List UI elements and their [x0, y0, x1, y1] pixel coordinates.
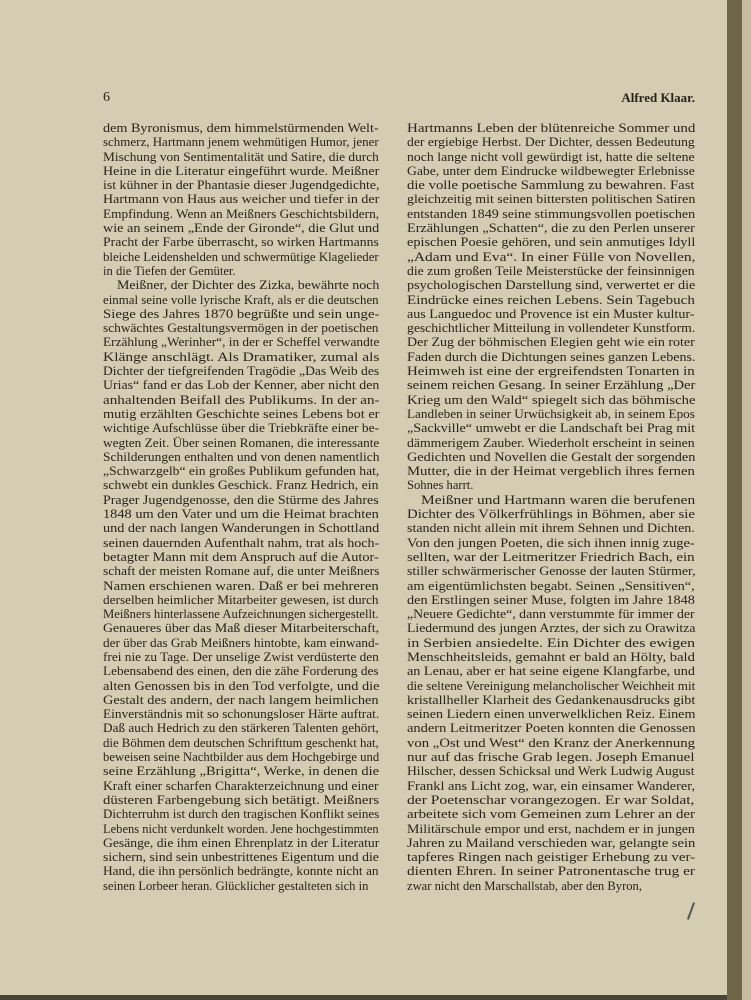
text-line-content: Der Zug der böhmischen Elegien geht wie ein roter	[407, 335, 695, 350]
text-line	[407, 378, 695, 392]
text-line-content: „Adam und Eva“. In einer Fülle von Novellen,	[407, 249, 696, 264]
text-line	[103, 507, 379, 521]
text-line	[407, 350, 695, 364]
text-line-content: Lebensabend des einen, den die zähe Forderung des	[103, 664, 379, 679]
text-line	[407, 278, 695, 292]
text-line	[407, 221, 695, 235]
text-line	[103, 192, 379, 206]
text-line-content: betagter Mann mit dem Anspruch auf die Autor-	[103, 549, 379, 564]
text-line-content: Eindrücke eines reichen Lebens. Sein Tagebuch	[407, 292, 695, 307]
text-line-content: psychologischen Darstellung sind, verwertet er die	[407, 278, 696, 293]
text-line	[407, 464, 695, 478]
text-line-content: Gabe, unter dem Eindrucke wildbewegter Erlebnisse	[407, 163, 695, 178]
text-line	[103, 679, 379, 693]
text-line-content: nur auf das frische Grab legen. Joseph Emanuel	[407, 750, 695, 765]
text-line	[103, 493, 379, 507]
text-line-content: Sohnes harrt.	[407, 478, 474, 493]
text-line-content: Liedermund des jungen Arztes, der sich zu Orawitza	[407, 621, 696, 636]
text-line-content: bleiche Leidenshelden und schwermütige Klagelieder	[103, 249, 379, 264]
text-line	[103, 836, 379, 850]
text-line	[103, 822, 379, 836]
text-line-content: Genaueres über das Maß dieser Mitarbeiterschaft,	[103, 621, 380, 636]
text-line	[103, 207, 379, 221]
text-line	[407, 364, 695, 378]
text-line-content: stiller schwärmerischer Genosse der lauten Stürmer,	[407, 564, 696, 579]
text-line-content: seine Erzählung „Brigitta“, Werke, in denen die	[103, 764, 380, 779]
text-line-content: 1848 um den Vater und um die Heimat brachten	[103, 507, 379, 522]
text-line	[103, 150, 379, 164]
text-line	[407, 650, 695, 664]
text-line-content: in Serbien ansiedelte. Ein Dichter des ewigen	[407, 635, 696, 650]
text-line-content: Erzählungen „Schatten“, die zu den Perlen unserer	[407, 221, 695, 236]
text-line	[407, 793, 695, 807]
text-line-content: dem Byronismus, dem himmelstürmenden Welt-	[103, 121, 379, 135]
text-line	[103, 736, 379, 750]
page-number: 6	[103, 90, 110, 105]
text-line-content: wegten Zeit. Über seinen Romanen, die interessante	[103, 435, 380, 450]
text-line	[103, 636, 379, 650]
text-line-content: epischen Poesie gehören, und sein anmutiges Idyll	[407, 235, 696, 250]
text-line-content: in die Tiefen der Gemüter.	[103, 263, 236, 278]
text-line	[103, 607, 379, 621]
text-line-content: Jahren zu Mailand verschieden war, gelangte sein	[407, 835, 696, 850]
text-line-content: Namen erschienen waren. Daß er bei mehreren	[103, 578, 379, 593]
text-line-content: einmal seine volle lyrische Kraft, als er die deutschen	[103, 292, 379, 307]
text-line	[407, 621, 695, 635]
text-line	[407, 550, 695, 564]
scan-background	[742, 0, 751, 1000]
text-line-content: schaft der meisten Romane auf, die unter Meißners	[103, 564, 380, 579]
text-line	[407, 293, 695, 307]
text-line-content: Daß auch Hedrich zu den stärkeren Talenten gehört,	[103, 721, 379, 736]
text-line-content: Heimweh ist eine der ergreifendsten Tonarten in	[407, 364, 695, 379]
text-line-content: Mischung von Sentimentalität und Satire, die durch	[103, 149, 379, 164]
text-line	[407, 607, 695, 621]
text-line-content: und der nach langen Wanderungen in Schottland	[103, 521, 380, 536]
text-line-content: der über das Grab Meißners hintobte, kam einwand-	[103, 635, 379, 650]
text-line-content: sellten, war der Leitmeritzer Friedrich Bach, ein	[407, 549, 695, 564]
text-line	[407, 564, 695, 578]
text-line-content: „Neuere Gedichte“, dann verstummte für immer der	[407, 607, 695, 622]
text-line-content: Meißner, der Dichter des Zizka, bewährte noch	[117, 278, 380, 293]
text-line-content: Hartmann von Haus aus weicher und tiefer in der	[103, 192, 380, 207]
text-line	[407, 779, 695, 793]
text-line	[407, 478, 695, 492]
text-line-content: Dichter der tiefgreifenden Tragödie „Das Weib des	[103, 364, 380, 379]
text-line-content: schmerz, Hartmann jenem wehmütigen Humor, jener	[103, 135, 379, 150]
text-column-left	[103, 121, 379, 893]
text-line	[103, 393, 379, 407]
text-line-content: Hand, die ihn persönlich bedrängte, konnte nicht an	[103, 864, 379, 879]
text-line	[103, 536, 379, 550]
text-line-content: standen nicht allein mit ihrem Sehnen und Dichten.	[407, 521, 695, 536]
text-line-content: Gesänge, die ihm einen Ehrenplatz in der Literatur	[103, 835, 380, 850]
text-line	[407, 750, 695, 764]
text-line-content: sichern, sind sein unbestrittenes Eigentum und die	[103, 850, 379, 865]
text-line-content: Faden durch die Dichtungen seines ganzen Lebens.	[407, 349, 696, 364]
text-line-content: am eigentümlichsten begabt. Seinen „Sensitiven“,	[407, 578, 695, 593]
text-line	[103, 235, 379, 249]
text-line-content: Hilscher, dessen Schicksal und Werk Ludwig August	[407, 764, 695, 779]
text-line	[103, 121, 379, 135]
text-line	[407, 250, 695, 264]
text-line	[103, 378, 379, 392]
text-line	[407, 707, 695, 721]
text-line-content: wichtige Aufschlüsse über die Triebkräfte einer be-	[103, 421, 380, 436]
text-line	[407, 579, 695, 593]
text-line-content: dienten Ehren. In seiner Patronentasche trug er	[407, 864, 696, 879]
text-line-content: Militärschule empor und erst, nachdem er in jungen	[407, 821, 695, 836]
text-line	[103, 750, 379, 764]
text-line	[103, 264, 379, 278]
text-line	[103, 135, 379, 149]
text-line	[407, 850, 695, 864]
text-line	[103, 779, 379, 793]
text-line	[407, 321, 695, 335]
text-line	[103, 879, 379, 893]
text-line	[407, 507, 695, 521]
text-line	[103, 593, 379, 607]
text-line	[407, 721, 695, 735]
text-line-content: seinen dauernden Aufenthalt nahm, trat als hoch-	[103, 535, 380, 550]
text-line	[103, 564, 379, 578]
text-line-content: andern Leitmeritzer Poeten konnten die Genossen	[407, 721, 696, 736]
text-line-content: Urias“ fand er das Lob der Kenner, aber nicht den	[103, 378, 380, 393]
text-line-content: derselben heimlicher Mitarbeiter gewesen, ist durch	[103, 592, 379, 607]
text-line	[407, 736, 695, 750]
text-column-right	[407, 121, 695, 893]
paragraph	[103, 121, 379, 278]
text-line	[407, 536, 695, 550]
text-line-content: die seltene Vereinigung melancholischer Weichheit mit	[407, 678, 696, 693]
text-line	[103, 579, 379, 593]
text-line-content: wie an seinem „Ende der Gironde“, die Glut und	[103, 221, 380, 236]
text-line	[407, 178, 695, 192]
text-line	[407, 521, 695, 535]
text-line	[407, 335, 695, 349]
text-line-content: aus Languedoc und Provence ist ein Muster kultur-	[407, 306, 695, 321]
text-line-content: „Schwarzgelb“ ein großes Publikum gefunden hat,	[103, 464, 380, 479]
text-line-content: Siege des Jahres 1870 begrüßte und sein unge-	[103, 306, 380, 321]
text-line-content: geschichtlicher Mitteilung in vollendeter Kunstform.	[407, 321, 696, 336]
text-line	[407, 493, 695, 507]
text-line-content: Klänge anschlägt. Als Dramatiker, zumal als	[103, 349, 380, 364]
text-line-content: Gestalt des andern, der nach langem heimlichen	[103, 692, 379, 707]
text-line-content: entstanden 1849 seine stimmungsvollen poetischen	[407, 206, 696, 221]
text-line-content: Mutter, die in der Heimat vergeblich ihres fernen	[407, 464, 695, 479]
text-line	[103, 693, 379, 707]
text-line	[407, 121, 695, 135]
text-line	[407, 421, 695, 435]
text-line	[407, 192, 695, 206]
text-line-content: tapferes Ringen nach geistiger Erhebung zu ver-	[407, 850, 696, 865]
text-line	[103, 521, 379, 535]
text-line-content: alten Genossen bis in den Tod verfolgte, und die	[103, 678, 380, 693]
text-line	[103, 164, 379, 178]
text-line-content: an Lenau, aber er hat seine eigene Klangfarbe, und	[407, 664, 695, 679]
text-line-content: schwebt ein dunkles Geschick. Franz Hedrich, ein	[103, 478, 379, 493]
text-line	[103, 307, 379, 321]
text-line	[103, 221, 379, 235]
text-line	[103, 793, 379, 807]
text-line	[103, 250, 379, 264]
text-line	[407, 807, 695, 821]
text-line-content: Meißner und Hartmann waren die berufenen	[421, 492, 696, 507]
text-line	[407, 307, 695, 321]
text-line-content: der Poetenschar vorangezogen. Er war Soldat,	[407, 792, 695, 807]
text-line	[407, 764, 695, 778]
text-line	[407, 822, 695, 836]
text-line-content: Erzählung „Werinher“, in der er Scheffel verwandte	[103, 335, 380, 350]
text-line	[407, 879, 695, 893]
text-line	[407, 135, 695, 149]
text-line	[407, 150, 695, 164]
text-line-content: dämmerigem Zauber. Wiederholt erscheint in seinen	[407, 435, 695, 450]
text-line-content: Meißners hinterlassene Aufzeichnungen sichergestellt.	[103, 607, 379, 622]
text-line-content: Pracht der Farbe überrascht, so wirken Hartmanns	[103, 235, 379, 250]
text-line-content: die zum großen Teile Meisterstücke der feinsinnigen	[407, 263, 695, 278]
text-line-content: Schilderungen enthalten und von denen namentlich	[103, 449, 380, 464]
text-line-content: Menschheitsleids, gemahnt er bald an Hölty, bald	[407, 649, 695, 664]
text-line-content: mutig erzählten Geschichte seines Lebens bot er	[103, 406, 380, 421]
text-line-content: beweisen seine Nachtbilder aus dem Hochgebirge und	[103, 750, 380, 765]
text-line-content: die Böhmen dem deutschen Schrifttum geschenkt hat,	[103, 735, 379, 750]
text-line	[407, 393, 695, 407]
text-line	[103, 421, 379, 435]
text-line-content: Dichterruhm ist durch den tragischen Konflikt seines	[103, 807, 380, 822]
text-line	[407, 636, 695, 650]
text-line	[103, 364, 379, 378]
text-line-content: arbeitete sich vom Gemeinen zum Lehrer an der	[407, 807, 696, 822]
text-line	[407, 207, 695, 221]
text-line-content: ist kühner in der Phantasie dieser Jugendgedichte,	[103, 178, 380, 193]
text-line-content: anhaltenden Beifall des Publikums. In der an-	[103, 392, 380, 407]
text-line	[103, 464, 379, 478]
text-line-content: Empfindung. Wenn an Meißners Geschichtsbildern,	[103, 206, 380, 221]
text-line-content: Dichter des Völkerfrühlings in Böhmen, aber sie	[407, 507, 695, 522]
text-line-content: „Sackville“ umwebt er die Landschaft bei Prag mit	[407, 421, 696, 436]
text-line-content: Prager Jugendgenosse, den die Stürme des Jahres	[103, 492, 379, 507]
text-line	[103, 650, 379, 664]
text-line	[103, 550, 379, 564]
text-line	[103, 850, 379, 864]
scan-bottom-edge	[0, 995, 727, 1000]
running-head-author: Alfred Klaar.	[621, 90, 695, 105]
text-line-content: Landleben in seiner Urwüchsigkeit ab, in seinem Epos	[407, 406, 695, 421]
text-line	[407, 593, 695, 607]
text-line	[103, 478, 379, 492]
text-line	[407, 436, 695, 450]
text-line	[103, 278, 379, 292]
paragraph	[407, 121, 695, 493]
paragraph	[103, 278, 379, 893]
text-line	[103, 407, 379, 421]
text-line	[103, 807, 379, 821]
text-line	[103, 321, 379, 335]
text-line	[407, 836, 695, 850]
text-line-content: Lebens nicht verdunkelt worden. Jene hochgestimmten	[103, 821, 379, 836]
text-line	[407, 450, 695, 464]
text-line-content: seinen Liedern einen unverwelklichen Reiz. Einem	[407, 707, 696, 722]
text-line-content: Gedichten und Novellen die Gestalt der sorgenden	[407, 449, 696, 464]
text-line-content: Krieg um den Wald“ spiegelt sich das böhmische	[407, 392, 696, 407]
text-line-content: die volle poetische Sammlung zu bewahren. Fast	[407, 178, 695, 193]
text-line	[103, 450, 379, 464]
text-line-content: Hartmanns Leben der blütenreiche Sommer und	[407, 121, 696, 135]
text-line-content: der ergiebige Herbst. Der Dichter, dessen Bedeutung	[407, 135, 695, 150]
text-line	[103, 350, 379, 364]
text-line	[103, 707, 379, 721]
text-line	[407, 664, 695, 678]
page-edge-shadow	[727, 0, 742, 1000]
text-line	[407, 235, 695, 249]
text-line-content: seinen Lorbeer heran. Glücklicher gestalteten sich in	[103, 878, 369, 893]
text-line	[407, 407, 695, 421]
text-line-content: den Erstlingen seiner Muse, folgten im Jahre 1848	[407, 592, 695, 607]
text-line-content: noch lange nicht voll gewürdigt ist, hatte die seltene	[407, 149, 695, 164]
text-line	[103, 621, 379, 635]
pencil-mark	[687, 902, 695, 920]
text-line	[407, 693, 695, 707]
text-line	[103, 335, 379, 349]
text-line-content: Heine in die Literatur eingeführt wurde. Meißner	[103, 163, 380, 178]
text-line	[103, 664, 379, 678]
text-line-content: Einverständnis mit so schonungsloser Härte auftrat.	[103, 707, 380, 722]
text-line	[103, 764, 379, 778]
text-line	[407, 264, 695, 278]
text-line	[103, 721, 379, 735]
text-line-content: von „Ost und West“ den Kranz der Anerkennung	[407, 735, 696, 750]
text-line-content: Frankl ans Licht zog, war, ein einsamer Wanderer,	[407, 778, 696, 793]
text-line-content: frei nie zu Tage. Der unselige Zwist verdüsterte den	[103, 649, 379, 664]
text-line	[103, 436, 379, 450]
text-line-content: kristallheller Klarheit des Gedankenausdrucks gibt	[407, 692, 696, 707]
text-line	[407, 679, 695, 693]
text-line-content: schwächtes Gestaltungsvermögen in der poetischen	[103, 321, 379, 336]
text-line-content: zwar nicht den Marschallstab, aber den Byron,	[407, 878, 643, 893]
text-line	[103, 178, 379, 192]
text-line-content: Kraft einer scharfen Charakterzeichnung und einer	[103, 778, 379, 793]
text-line	[407, 864, 695, 878]
paragraph	[407, 493, 695, 893]
text-line-content: Von den jungen Poeten, die sich ihnen innig zuge-	[407, 535, 695, 550]
text-line	[407, 164, 695, 178]
text-line-content: seinem reichen Gesang. In seiner Erzählung „Der	[407, 378, 696, 393]
text-line	[103, 864, 379, 878]
text-line-content: gleichzeitig mit seinen bittersten politischen Satiren	[407, 192, 696, 207]
text-line	[103, 293, 379, 307]
text-line-content: düsteren Farbengebung sich betätigt. Meißners	[103, 792, 380, 807]
